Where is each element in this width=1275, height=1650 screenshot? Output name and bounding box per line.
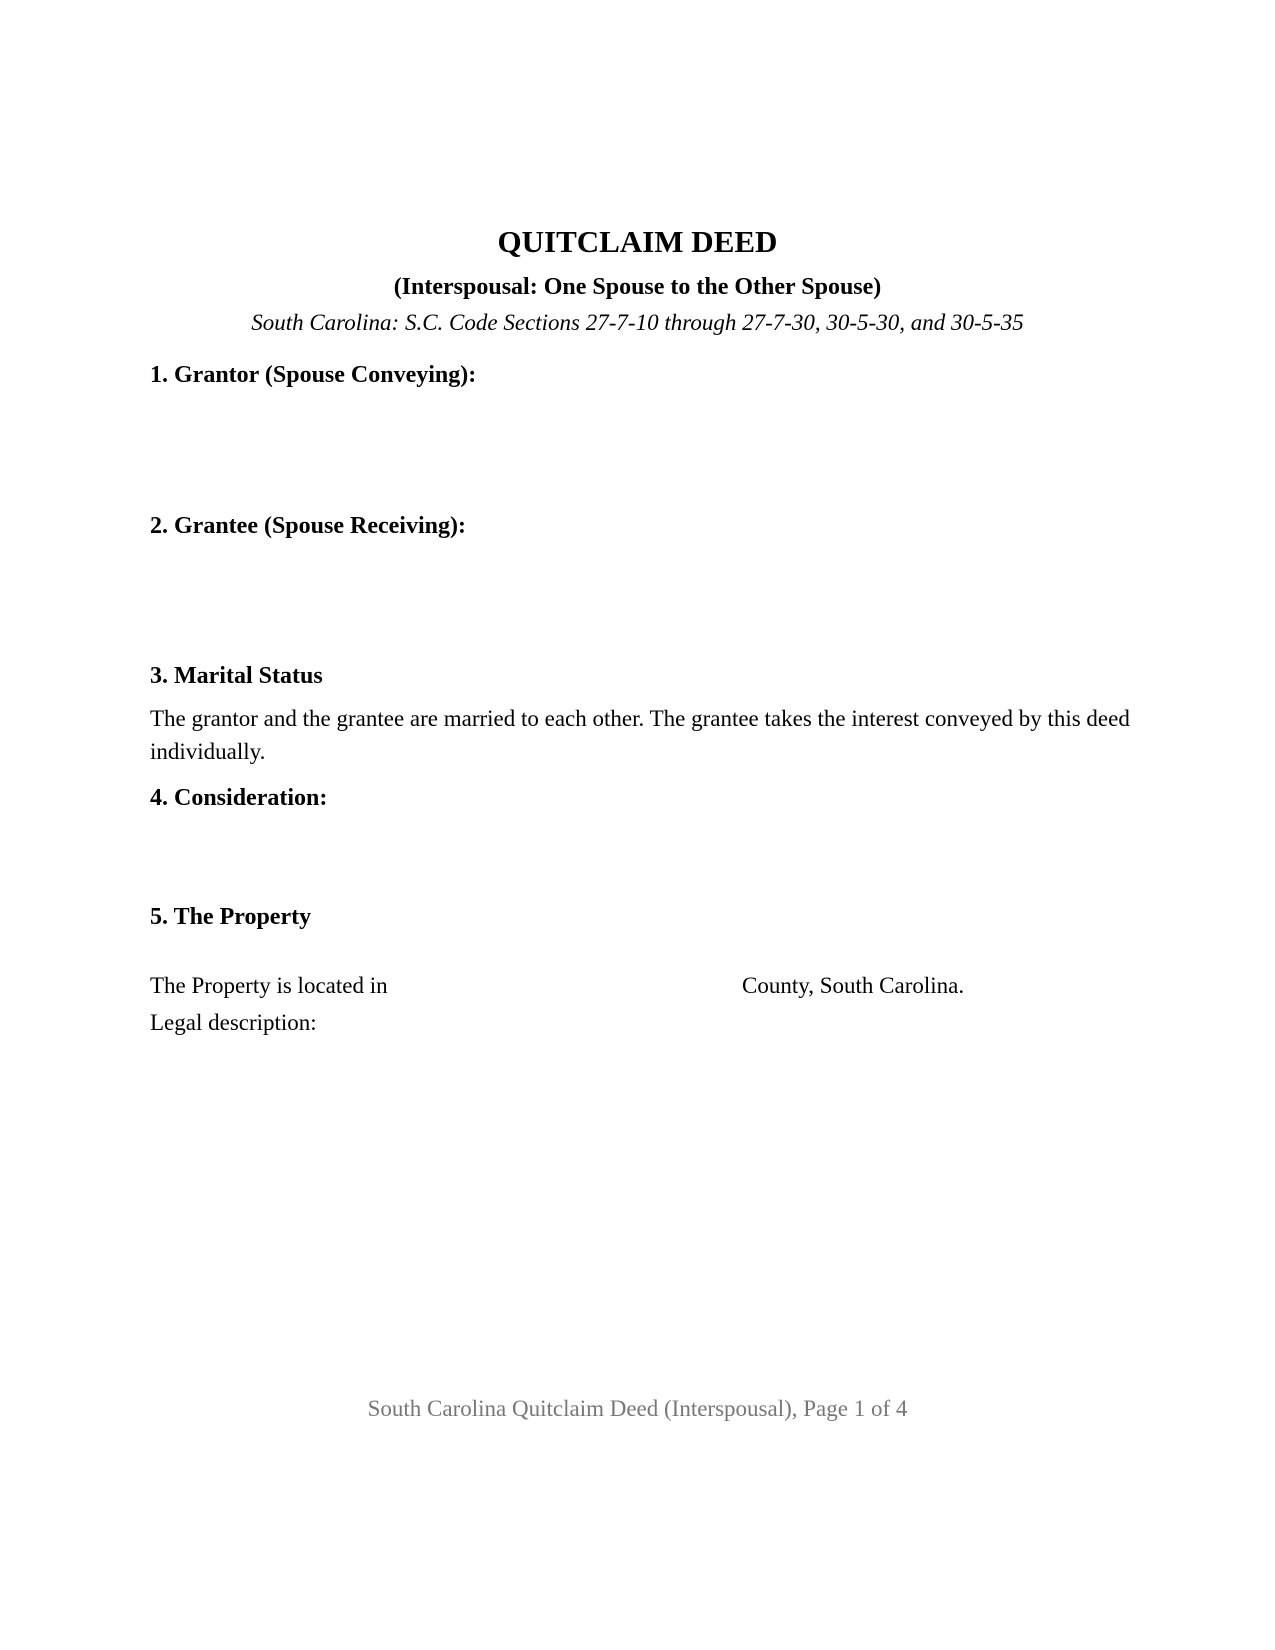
- consideration-heading: 4. Consideration:: [150, 785, 328, 811]
- marital-status-text: The grantor and the grantee are married to each other. The grantee takes the interest conveyed by this deed individually.: [150, 706, 1130, 764]
- statute-reference: South Carolina: S.C. Code Sections 27-7-10 through 27-7-30, 30-5-30, and 30-5-35: [251, 310, 1024, 335]
- legal-description-label: Legal description:: [150, 1010, 317, 1035]
- property-location-prefix: The Property is located in: [150, 973, 388, 998]
- document-subtitle: (Interspousal: One Spouse to the Other Spouse): [393, 274, 882, 300]
- property-heading: 5. The Property: [150, 904, 312, 930]
- marital-status-heading: 3. Marital Status: [150, 663, 323, 689]
- grantor-heading: 1. Grantor (Spouse Conveying):: [150, 362, 477, 388]
- page-footer: South Carolina Quitclaim Deed (Interspousal), Page 1 of 4: [367, 1396, 908, 1421]
- grantee-heading: 2. Grantee (Spouse Receiving):: [150, 513, 466, 539]
- property-location-suffix: County, South Carolina.: [742, 973, 965, 998]
- document-title: QUITCLAIM DEED: [497, 224, 778, 259]
